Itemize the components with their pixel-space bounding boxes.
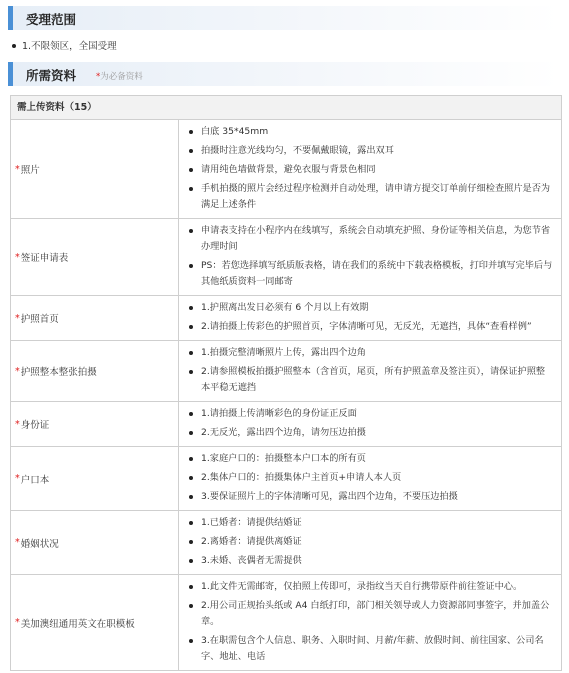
scope-section-header [8, 6, 560, 30]
bullet-icon [189, 325, 193, 329]
material-name-cell [11, 511, 179, 574]
material-name-cell [11, 575, 179, 670]
bullet-icon [189, 476, 193, 480]
bullet-icon [189, 457, 193, 461]
material-name: 照片 [20, 165, 40, 176]
table-row [11, 120, 561, 219]
required-mark: * [15, 163, 20, 175]
requirement-item [187, 579, 553, 595]
material-name: 身份证 [20, 420, 50, 431]
requirement-item [187, 451, 553, 467]
bullet-icon [189, 585, 193, 589]
requirement-list [179, 296, 561, 340]
bullet-icon [189, 149, 193, 153]
requirement-text: 2.请拍摄上传彩色的护照首页，字体清晰可见，无反光，无遮挡，具体“查看样例” [201, 321, 532, 332]
requirement-list [179, 341, 561, 401]
material-name-cell [11, 447, 179, 510]
table-row [11, 296, 561, 341]
bullet-icon [189, 604, 193, 608]
requirement-item [187, 406, 553, 422]
materials-section-title: 所需资料 [26, 68, 77, 83]
required-mark: * [15, 312, 20, 324]
material-name: 护照首页 [20, 314, 59, 325]
requirement-item [187, 515, 553, 531]
requirement-text: 1.已婚者：请提供结婚证 [201, 517, 302, 528]
requirement-text: 2.用公司正规抬头纸或 A4 白纸打印，部门相关领导或人力资源部同事签字，并加盖公章。 [201, 600, 550, 627]
requirement-item [187, 489, 553, 505]
required-note [96, 70, 143, 82]
bullet-icon [189, 431, 193, 435]
requirement-list [179, 447, 561, 510]
requirement-text: 2.无反光，露出四个边角，请勿压边拍摄 [201, 427, 366, 438]
required-mark: * [15, 251, 20, 263]
requirement-item [187, 124, 553, 140]
table-row [11, 402, 561, 447]
requirement-text: PS：若您选择填写纸质版表格，请在我们的系统中下载表格模板，打印并填写完毕后与其他纸质资料一同邮寄 [201, 260, 553, 287]
table-body [11, 120, 561, 670]
bullet-icon [189, 412, 193, 416]
requirement-text: 1.拍摄完整清晰照片上传，露出四个边角 [201, 347, 366, 358]
material-name-cell [11, 402, 179, 446]
materials-table [10, 95, 562, 671]
bullet-icon [189, 540, 193, 544]
requirement-list [179, 402, 561, 446]
requirement-item [187, 345, 553, 361]
bullet-icon [12, 44, 16, 48]
requirement-text: 3.在职需包含个人信息、职务、入职时间、月薪/年薪、放假时间、前往国家、公司名字、地址、电话 [201, 635, 544, 662]
bullet-icon [189, 559, 193, 563]
requirement-text: 1.请拍摄上传清晰彩色的身份证正反面 [201, 408, 357, 419]
table-row [11, 575, 561, 670]
material-name: 护照整本整张拍摄 [20, 367, 97, 378]
bullet-icon [189, 229, 193, 233]
required-mark: * [15, 418, 20, 430]
requirement-item [187, 223, 553, 255]
table-row [11, 341, 561, 402]
requirement-list [179, 219, 561, 295]
requirement-item [187, 258, 553, 290]
requirement-list [179, 575, 561, 670]
requirement-text: 3.要保证照片上的字体清晰可见，露出四个边角，不要压边拍摄 [201, 491, 458, 502]
requirement-text: 手机拍摄的照片会经过程序检测并自动处理，请申请方提交订单前仔细检查照片是否为满足上述条件 [201, 183, 551, 210]
requirement-text: 1.此文件无需邮寄，仅拍照上传即可，录指纹当天自行携带原件前往签证中心。 [201, 581, 523, 592]
requirement-item [187, 553, 553, 569]
requirement-item [187, 534, 553, 550]
requirement-list [179, 511, 561, 574]
requirement-text: 请用纯色墙做背景，避免衣服与背景色相同 [201, 164, 376, 175]
requirement-item [187, 143, 553, 159]
requirement-item [187, 319, 553, 335]
required-mark: * [15, 537, 20, 548]
requirement-item [187, 364, 553, 396]
requirement-item [187, 162, 553, 178]
bullet-icon [189, 639, 193, 643]
requirement-text: 白底 35*45mm [201, 126, 269, 137]
bullet-icon [189, 168, 193, 172]
material-name-cell [11, 296, 179, 340]
section-accent-bar [8, 62, 13, 86]
requirement-item [187, 300, 553, 316]
requirement-item [187, 598, 553, 630]
requirement-text: 3.未婚、丧偶者无需提供 [201, 555, 302, 566]
scope-item [12, 38, 117, 52]
section-accent-bar [8, 6, 13, 30]
requirement-text: 2.请参照模板拍摄护照整本（含首页，尾页，所有护照盖章及签注页），请保证护照整本平稳无遮挡 [201, 366, 546, 393]
material-name-cell [11, 219, 179, 295]
material-name-cell [11, 341, 179, 401]
required-mark: * [15, 617, 20, 628]
material-name: 户口本 [20, 474, 50, 486]
requirement-text: 1.护照离出发日必须有 6 个月以上有效期 [201, 302, 369, 313]
requirement-text: 2.集体户口的：拍摄集体户主首页+申请人本人页 [201, 472, 402, 483]
bullet-icon [189, 187, 193, 191]
requirement-text: 拍摄时注意光线均匀，不要佩戴眼镜，露出双耳 [201, 145, 394, 156]
requirement-item [187, 470, 553, 486]
bullet-icon [189, 495, 193, 499]
table-row [11, 511, 561, 575]
material-name: 美加澳纽通用英文在职模板 [20, 618, 135, 630]
requirement-list [179, 120, 561, 218]
bullet-icon [189, 521, 193, 525]
required-note-text: 为必备资料 [100, 72, 143, 82]
bullet-icon [189, 306, 193, 310]
requirement-item [187, 181, 553, 213]
bullet-icon [189, 130, 193, 134]
bullet-icon [189, 370, 193, 374]
requirement-text: 申请表支持在小程序内在线填写，系统会自动填充护照、身份证等相关信息，为您节省办理时间 [201, 225, 551, 252]
material-name-cell [11, 120, 179, 218]
requirement-text: 1.家庭户口的：拍摄整本户口本的所有页 [201, 453, 366, 464]
required-mark: * [96, 72, 101, 82]
material-name: 签证申请表 [20, 253, 69, 264]
scope-item-text: 1.不限领区，全国受理 [22, 41, 117, 52]
requirement-item [187, 633, 553, 665]
table-row [11, 447, 561, 511]
requirement-text: 2.离婚者：请提供离婚证 [201, 536, 302, 547]
scope-section-title: 受理范围 [26, 12, 77, 27]
bullet-icon [189, 351, 193, 355]
requirement-item [187, 425, 553, 441]
required-mark: * [15, 365, 20, 377]
table-header: 需上传资料（15） [11, 96, 561, 120]
required-mark: * [15, 473, 20, 484]
table-row [11, 219, 561, 296]
material-name: 婚姻状况 [20, 538, 59, 550]
materials-section-header [8, 62, 560, 86]
bullet-icon [189, 264, 193, 268]
